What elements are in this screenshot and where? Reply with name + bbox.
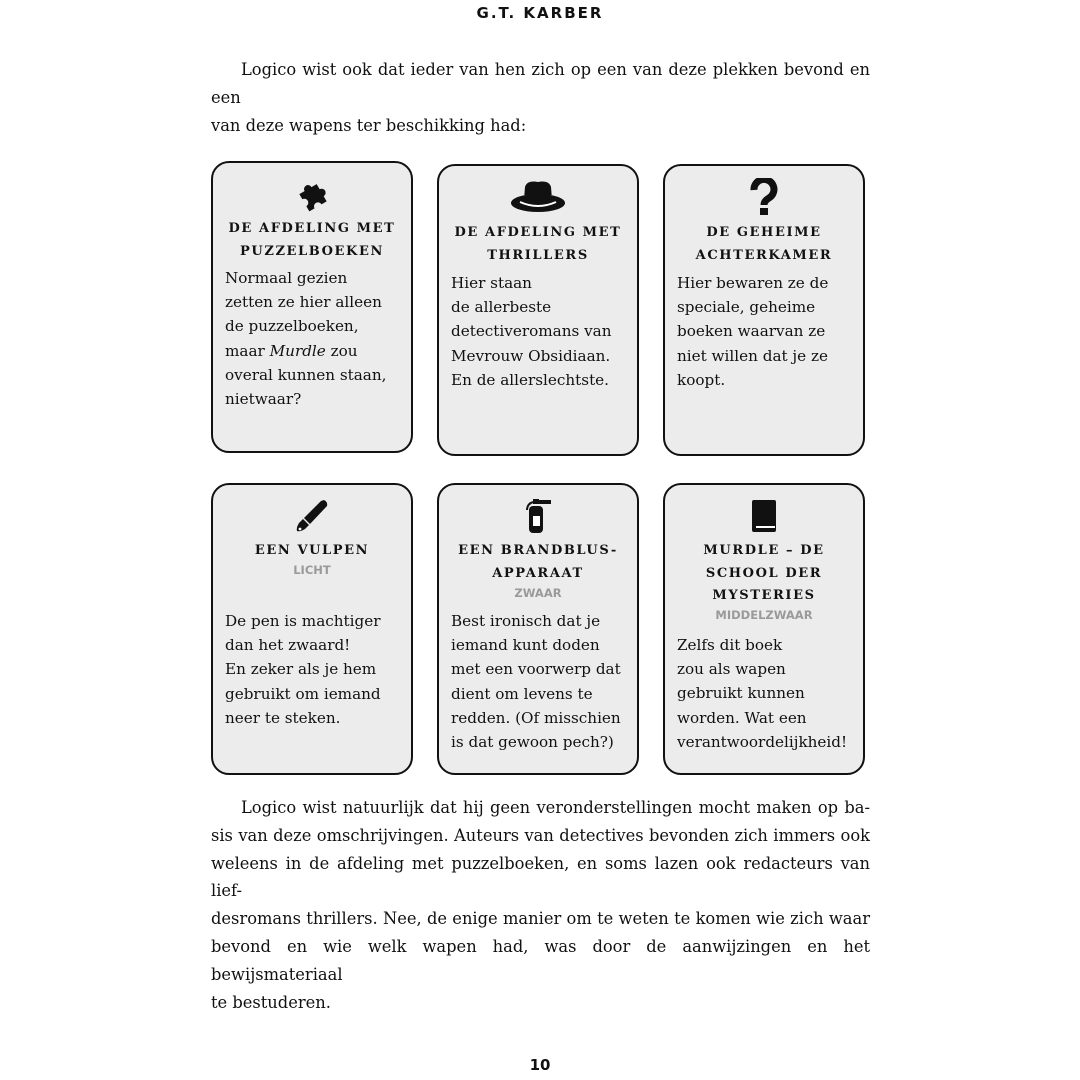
weapon-title: EEN VULPEN xyxy=(254,543,370,558)
text-line: Logico wist natuurlijk dat hij geen veronderstellingen mocht maken op ba- xyxy=(241,798,870,817)
weapon-card-vulpen xyxy=(211,483,413,775)
weapon-weight-label: LICHT xyxy=(293,563,331,577)
weapon-description: Best ironisch dat je iemand kunt doden met een voorwerp dat dient om levens te redden. (Of misschien is dat gewoon pech?) xyxy=(451,612,621,752)
closing-paragraph xyxy=(211,794,870,1016)
text-line: desromans thrillers. Nee, de enige manier om te weten te komen wie zich waar xyxy=(211,909,870,929)
weapon-weight-label: MIDDELZWAAR xyxy=(715,608,813,622)
book-icon xyxy=(665,497,863,535)
location-title: DE AFDELING MET PUZZELBOEKEN xyxy=(228,221,396,259)
text-line: te bestuderen. xyxy=(211,992,331,1012)
text-line: sis van deze omschrijvingen. Auteurs van detectives bevonden zich immers ook xyxy=(211,825,870,845)
text-line: bevond en wie welk wapen had, was door de aanwijzingen en het bewijsmateriaal xyxy=(211,936,870,984)
fire-extinguisher-icon xyxy=(439,497,637,535)
fedora-hat-icon xyxy=(439,178,637,216)
weapon-description: De pen is machtiger dan het zwaard! En zeker als je hem gebruikt om iemand neer te steken. xyxy=(225,612,381,727)
text-line: Logico wist ook dat ieder van hen zich op een van deze plekken bevond en een xyxy=(211,60,870,107)
location-card-puzzelboeken xyxy=(211,161,413,453)
intro-paragraph xyxy=(211,56,870,139)
location-card-achterkamer xyxy=(663,164,865,456)
text-line: van deze wapens ter beschikking had: xyxy=(211,115,527,135)
location-card-thrillers xyxy=(437,164,639,456)
location-description: Normaal gezien zetten ze hier alleen de puzzelboeken, maar Murdle zou overal kunnen staan, nietwaar? xyxy=(225,269,387,409)
weapon-title: MURDLE – DE SCHOOL DER MYSTERIES xyxy=(703,543,825,603)
question-mark-icon xyxy=(665,178,863,216)
page-number: 10 xyxy=(529,1056,551,1074)
running-head-author: G.T. KARBER xyxy=(476,4,604,22)
location-description: Hier staan de allerbeste detectiveromans van Mevrouw Obsidiaan. En de allerslechtste. xyxy=(451,274,612,389)
weapon-weight-label: ZWAAR xyxy=(514,586,562,600)
weapon-description: Zelfs dit boek zou als wapen gebruikt kunnen worden. Wat een verantwoordelijkheid! xyxy=(677,636,848,751)
fountain-pen-icon xyxy=(213,497,411,535)
text-line: weleens in de afdeling met puzzelboeken, en soms lazen ook redacteurs van lief- xyxy=(211,853,870,901)
weapon-card-brandblusapparaat xyxy=(437,483,639,775)
weapon-title: EEN BRANDBLUS- APPARAAT xyxy=(458,543,618,581)
weapon-card-murdle-boek xyxy=(663,483,865,775)
location-title: DE AFDELING MET THRILLERS xyxy=(454,225,622,263)
puzzle-piece-icon xyxy=(213,177,411,215)
location-title: DE GEHEIME ACHTERKAMER xyxy=(695,225,833,263)
location-description: Hier bewaren ze de speciale, geheime boeken waarvan ze niet willen dat je ze koopt. xyxy=(677,274,829,389)
